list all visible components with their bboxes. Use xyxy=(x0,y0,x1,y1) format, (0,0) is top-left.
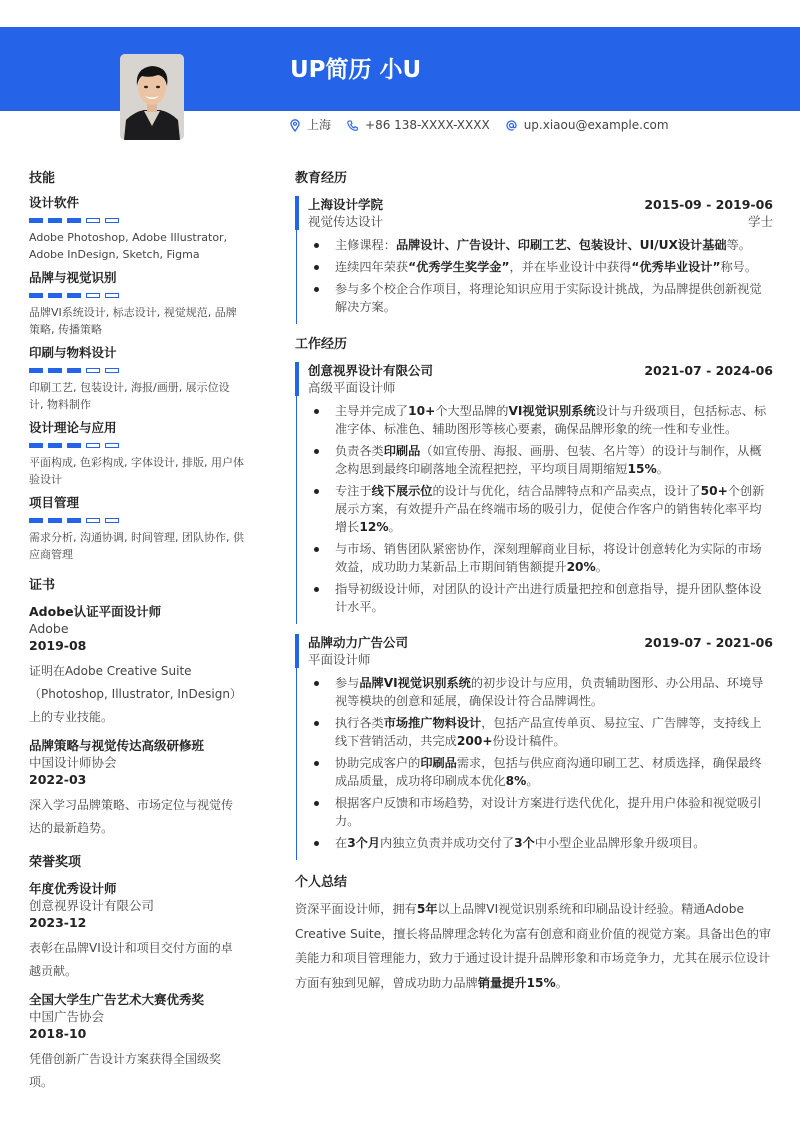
job-title: 高级平面设计师 xyxy=(308,380,396,395)
job-title: 平面设计师 xyxy=(308,652,371,667)
award-desc: 表彰在品牌VI设计和项目交付方面的卓越贡献。 xyxy=(29,941,233,978)
certificate-issuer: 中国设计师协会 xyxy=(29,755,117,770)
award-name: 全国大学生广告艺术大赛优秀奖 xyxy=(29,992,205,1007)
certificate-item xyxy=(29,737,244,840)
awards-heading: 荣誉奖项 xyxy=(29,855,82,870)
location-text: 上海 xyxy=(307,118,332,132)
skill-name: 品牌与视觉识别 xyxy=(29,270,117,285)
award-name: 年度优秀设计师 xyxy=(29,881,117,896)
education-heading: 教育经历 xyxy=(295,171,348,186)
certificates-heading: 证书 xyxy=(29,578,56,593)
award-item xyxy=(29,991,244,1094)
certificate-date: 2022-03 xyxy=(29,772,87,787)
avatar-portrait-icon xyxy=(120,54,184,140)
work-entry xyxy=(295,362,773,624)
skill-level-bar xyxy=(29,218,244,223)
skill-item xyxy=(29,419,244,488)
skills-heading: 技能 xyxy=(29,171,56,186)
award-date: 2018-10 xyxy=(29,1026,87,1041)
timeline-marker xyxy=(295,634,299,668)
education-dates: 2015-09 - 2019-06 xyxy=(644,197,773,212)
certificate-desc: 证明在Adobe Creative Suite（Photoshop, Illustrator, InDesign）上的专业技能。 xyxy=(29,664,242,724)
bullet-item: 与市场、销售团队紧密协作，深刻理解商业目标，将设计创意转化为实际的市场效益，成功助力某新品上市期间销售额提升20%。 xyxy=(308,540,773,576)
work-bullets xyxy=(308,674,773,860)
bullet-item: 在3个月内独立负责并成功交付了3个中小型企业品牌形象升级项目。 xyxy=(308,834,773,852)
skill-desc: Adobe Photoshop, Adobe Illustrator, Adobe InDesign, Sketch, Figma xyxy=(29,231,228,261)
bullet-item: 连续四年荣获“优秀学生奖学金”，并在毕业设计中获得“优秀毕业设计”称号。 xyxy=(308,258,773,276)
bullet-item: 执行各类市场推广物料设计，包括产品宣传单页、易拉宝、广告牌等，支持线上线下营销活动，共完成200+份设计稿件。 xyxy=(308,714,773,750)
bullet-item: 主导并完成了10+个大型品牌的VI视觉识别系统设计与升级项目，包括标志、标准字体、标准色、辅助图形等核心要素，确保品牌形象的统一性和专业性。 xyxy=(308,402,773,438)
skill-item xyxy=(29,269,244,338)
bullet-item: 协助完成客户的印刷品需求，包括与供应商沟通印刷工艺、材质选择，确保最终成品质量，成功将印刷成本优化8%。 xyxy=(308,754,773,790)
education-entry xyxy=(295,196,773,324)
summary-text: 资深平面设计师，拥有5年以上品牌VI视觉识别系统和印刷品设计经验。精通Adobe Creative Suite，擅长将品牌理念转化为富有创意和商业价值的视觉方案。具备出色的审美能力和项目管理能力，致力于通过设计提升品牌形象和市场竞争力，尤其在展示位设计方面有独到见解，曾成功助力品牌销量提升15%。 xyxy=(295,902,772,990)
bullet-item: 参与多个校企合作项目，将理论知识应用于实际设计挑战，为品牌提供创新视觉解决方案。 xyxy=(308,280,773,316)
candidate-name: UP简历 小U xyxy=(290,57,422,83)
skill-level-bar xyxy=(29,518,244,523)
school-name: 上海设计学院 xyxy=(308,197,384,212)
skill-name: 设计软件 xyxy=(29,195,80,210)
certificate-date: 2019-08 xyxy=(29,638,87,653)
bullet-item: 负责各类印刷品（如宣传册、海报、画册、包装、名片等）的设计与制作，从概念构思到最终印刷落地全流程把控，平均项目周期缩短15%。 xyxy=(308,442,773,478)
certificate-name: Adobe认证平面设计师 xyxy=(29,604,162,619)
skill-level-bar xyxy=(29,368,244,373)
at-sign-icon xyxy=(506,120,517,131)
award-date: 2023-12 xyxy=(29,915,87,930)
contact-location xyxy=(290,117,331,133)
work-dates: 2021-07 - 2024-06 xyxy=(644,363,773,378)
award-item xyxy=(29,880,244,983)
work-entry xyxy=(295,634,773,860)
contact-email xyxy=(506,117,669,133)
skill-desc: 印刷工艺, 包装设计, 海报/画册, 展示位设计, 物料制作 xyxy=(29,381,230,411)
bullet-item: 根据客户反馈和市场趋势，对设计方案进行迭代优化，提升用户体验和视觉吸引力。 xyxy=(308,794,773,830)
work-heading: 工作经历 xyxy=(295,337,348,352)
major: 视觉传达设计 xyxy=(308,214,384,229)
skill-desc: 需求分析, 沟通协调, 时间管理, 团队协作, 供应商管理 xyxy=(29,531,244,561)
work-dates: 2019-07 - 2021-06 xyxy=(644,635,773,650)
award-desc: 凭借创新广告设计方案获得全国级奖项。 xyxy=(29,1052,222,1089)
degree: 学士 xyxy=(747,214,773,229)
skill-level-bar xyxy=(29,443,244,448)
certificate-desc: 深入学习品牌策略、市场定位与视觉传达的最新趋势。 xyxy=(29,798,234,835)
award-issuer: 中国广告协会 xyxy=(29,1009,105,1024)
skill-item xyxy=(29,344,244,413)
bullet-item: 主修课程：品牌设计、广告设计、印刷工艺、包装设计、UI/UX设计基础等。 xyxy=(308,236,773,254)
skill-name: 印刷与物料设计 xyxy=(29,345,117,360)
skill-item xyxy=(29,494,244,563)
skill-name: 项目管理 xyxy=(29,495,80,510)
phone-text: +86 138-XXXX-XXXX xyxy=(365,118,490,132)
phone-icon xyxy=(347,120,358,131)
certificate-item xyxy=(29,603,244,729)
location-pin-icon xyxy=(290,119,300,132)
company-name: 品牌动力广告公司 xyxy=(308,635,409,650)
award-issuer: 创意视界设计有限公司 xyxy=(29,898,155,913)
skill-name: 设计理论与应用 xyxy=(29,420,117,435)
email-text[interactable]: up.xiaou@example.com xyxy=(523,118,669,132)
certificate-issuer: Adobe xyxy=(29,621,69,636)
skill-desc: 平面构成, 色彩构成, 字体设计, 排版, 用户体验设计 xyxy=(29,456,244,486)
main-content xyxy=(295,170,773,995)
skill-level-bar xyxy=(29,293,244,298)
contact-phone xyxy=(347,117,490,133)
skill-item xyxy=(29,194,244,263)
bullet-item: 参与品牌VI视觉识别系统的初步设计与应用，负责辅助图形、办公用品、环境导视等模块的创意和延展，确保设计符合品牌调性。 xyxy=(308,674,773,710)
timeline-marker xyxy=(295,196,299,230)
skill-desc: 品牌VI系统设计, 标志设计, 视觉规范, 品牌策略, 传播策略 xyxy=(29,306,237,336)
education-bullets xyxy=(308,236,773,324)
bullet-item: 指导初级设计师，对团队的设计产出进行质量把控和创意指导，提升团队整体设计水平。 xyxy=(308,580,773,616)
contact-info xyxy=(290,117,685,133)
company-name: 创意视界设计有限公司 xyxy=(308,363,434,378)
sidebar xyxy=(29,170,244,1094)
summary-heading: 个人总结 xyxy=(295,875,348,890)
bullet-item: 专注于线下展示位的设计与优化，结合品牌特点和产品卖点，设计了50+个创新展示方案，有效提升产品在终端市场的吸引力，促使合作客户的销售转化率平均增长12%。 xyxy=(308,482,773,536)
work-bullets xyxy=(308,402,773,624)
certificate-name: 品牌策略与视觉传达高级研修班 xyxy=(29,738,205,753)
timeline-line xyxy=(296,362,297,624)
timeline-marker xyxy=(295,362,299,396)
profile-photo xyxy=(120,54,184,140)
